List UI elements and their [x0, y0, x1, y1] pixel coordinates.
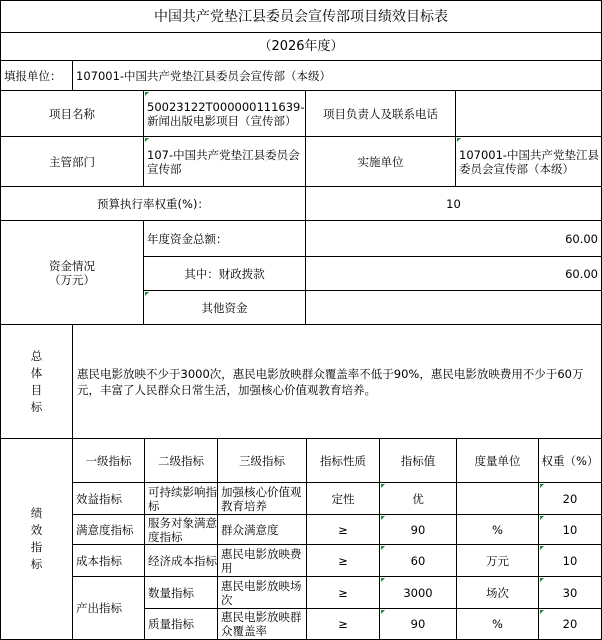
- row-unit: [456, 482, 538, 514]
- header-level3: 三级指标: [217, 438, 306, 482]
- row-level2: 经济成本指标: [144, 544, 217, 576]
- indicators-label: 绩 效 指 标: [0, 438, 72, 640]
- row-unit: 场次: [456, 576, 538, 608]
- row-nature: ≥: [306, 514, 379, 544]
- row-nature: ≥: [306, 608, 379, 640]
- header-value: 指标值: [379, 438, 456, 482]
- row-unit: %: [456, 608, 538, 640]
- row-level3: 加强核心价值观教育培养: [217, 482, 306, 514]
- fill-unit-value: 107001-中国共产党垫江县委员会宣传部（本级）: [72, 60, 602, 90]
- row-level1: 产出指标: [72, 576, 144, 640]
- row-unit: %: [456, 514, 538, 544]
- row-nature: 定性: [306, 482, 379, 514]
- row-value: 90: [379, 608, 456, 640]
- dept-value: 107-中国共产党垫江县委员会宣传部: [143, 136, 305, 186]
- row-nature: ≥: [306, 576, 379, 608]
- row-weight: 10: [538, 514, 602, 544]
- header-unit: 度量单位: [456, 438, 538, 482]
- row-level3: 惠民电影放映群众覆盖率: [217, 608, 306, 640]
- goal-text: 惠民电影放映不少于3000次，惠民电影放映群众覆盖率不低于90%，惠民电影放映费用不少于60万元，丰富了人民群众日常生活，加强核心价值观教育培养。: [72, 324, 602, 438]
- weight-label: 预算执行率权重(%)：: [0, 186, 305, 220]
- row-value: 60: [379, 544, 456, 576]
- row-level2: 服务对象满意度指标: [144, 514, 217, 544]
- header-level2: 二级指标: [144, 438, 217, 482]
- header-nature: 指标性质: [306, 438, 379, 482]
- row-value: 优: [379, 482, 456, 514]
- row-level1: 效益指标: [72, 482, 144, 514]
- row-level1: 成本指标: [72, 544, 144, 576]
- row-level3: 惠民电影放映费用: [217, 544, 306, 576]
- row-level1: 满意度指标: [72, 514, 144, 544]
- row-level2: 数量指标: [144, 576, 217, 608]
- project-leader-label: 项目负责人及联系电话: [305, 90, 455, 136]
- project-name-label: 项目名称: [0, 90, 143, 136]
- table-year: （2026年度）: [0, 32, 602, 60]
- row-weight: 30: [538, 576, 602, 608]
- funds-other-label: 其他资金: [143, 290, 305, 324]
- project-name-value: 50023122T000000111639-新闻出版电影项目（宣传部）: [143, 90, 305, 136]
- row-weight: 20: [538, 608, 602, 640]
- goal-label: 总 体 目 标: [0, 324, 72, 438]
- row-value: 3000: [379, 576, 456, 608]
- weight-value: 10: [305, 186, 602, 220]
- row-unit: 万元: [456, 544, 538, 576]
- row-level3: 群众满意度: [217, 514, 306, 544]
- row-weight: 20: [538, 482, 602, 514]
- row-level3: 惠民电影放映场次: [217, 576, 306, 608]
- fill-unit-label: 填报单位：: [0, 60, 72, 90]
- header-weight: 权重（%）: [538, 438, 602, 482]
- row-nature: ≥: [306, 544, 379, 576]
- header-level1: 一级指标: [72, 438, 144, 482]
- funds-other-value: [305, 290, 602, 324]
- funds-fiscal-value: 60.00: [305, 256, 602, 290]
- dept-label: 主管部门: [0, 136, 143, 186]
- impl-unit-value: 107001-中国共产党垫江县委员会宣传部（本级）: [455, 136, 602, 186]
- funds-label: 资金情况 （万元）: [0, 220, 143, 324]
- row-level2: 质量指标: [144, 608, 217, 640]
- row-weight: 10: [538, 544, 602, 576]
- funds-fiscal-label: 其中：财政拨款: [143, 256, 305, 290]
- funds-total-label: 年度资金总额：: [143, 220, 305, 256]
- impl-unit-label: 实施单位: [305, 136, 455, 186]
- funds-total-value: 60.00: [305, 220, 602, 256]
- project-leader-value: [455, 90, 602, 136]
- row-level2: 可持续影响指标: [144, 482, 217, 514]
- table-title: 中国共产党垫江县委员会宣传部项目绩效目标表: [0, 0, 602, 32]
- row-value: 90: [379, 514, 456, 544]
